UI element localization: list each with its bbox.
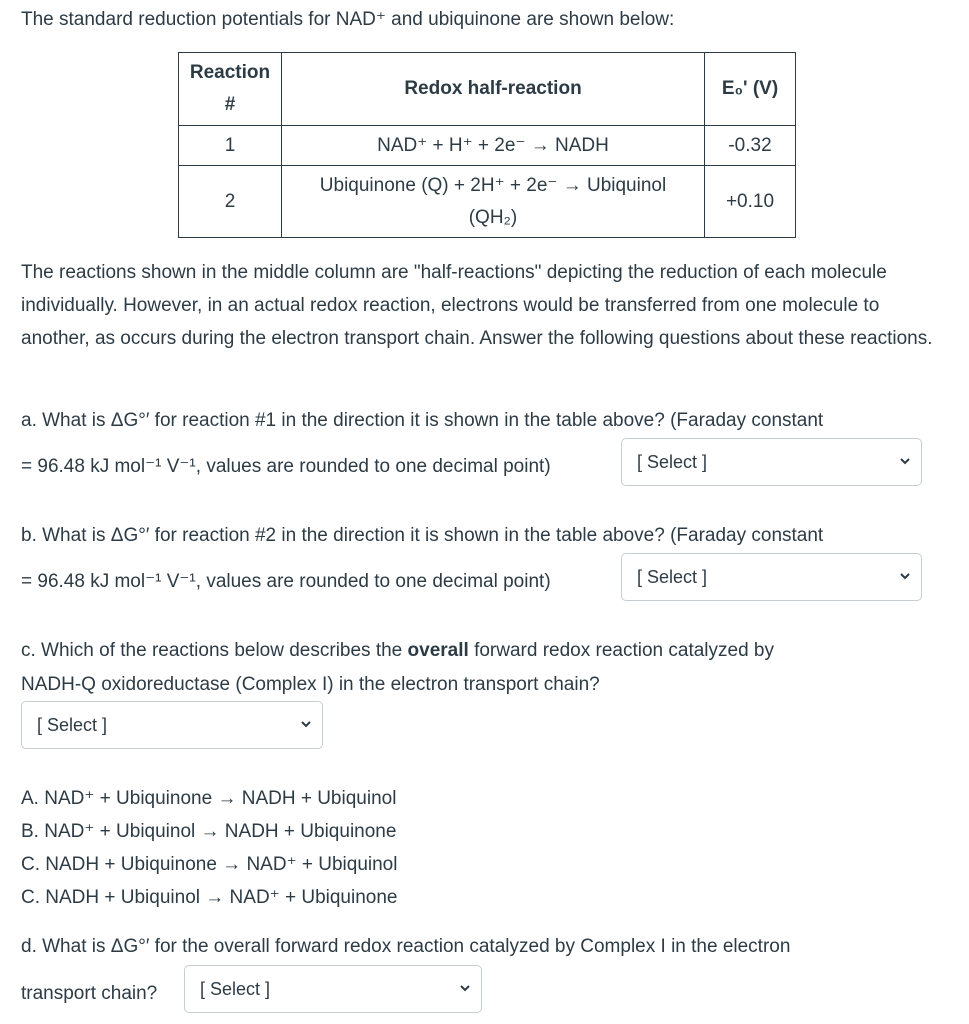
option-c: C. NADH + Ubiquinone → NAD⁺ + Ubiquinol [21,854,398,875]
row-1-e0: -0.32 [705,126,796,166]
chevron-down-icon [899,570,911,582]
question-b-line2: = 96.48 kJ mol⁻¹ V⁻¹, values are rounded to one decimal point) [21,571,551,592]
row-1-reaction: NAD⁺ + H⁺ + 2e⁻ → NADH [282,126,705,166]
question-b-select-value: [ Select ] [637,567,708,587]
question-c-line2: NADH-Q oxidoreductase (Complex I) in the electron transport chain? [21,674,600,695]
question-d-select-value: [ Select ] [200,979,271,999]
header-hash-label: # [224,94,236,115]
question-d-line2: transport chain? [21,983,158,1004]
header-half-reaction: Redox half-reaction [282,53,705,126]
table-header-row [179,53,796,126]
question-b-line1: b. What is ΔG°′ for reaction #2 in the direction it is shown in the table above? (Faraday constant [21,525,824,546]
row-2-reaction-line1: Ubiquinone (Q) + 2H⁺ + 2e⁻ → Ubiquinol [319,174,667,196]
header-e0: E₀' (V) [705,53,796,126]
question-a-line2: = 96.48 kJ mol⁻¹ V⁻¹, values are rounded to one decimal point) [21,456,551,477]
question-c-bold: overall [407,640,469,661]
row-1-number: 1 [179,126,282,166]
row-2-reaction [282,166,705,238]
explanation-paragraph: The reactions shown in the middle column are "half-reactions" depicting the reduction of each molecule individually. However, in an actual redox reaction, electrons would be transferred from one molecule to another, as occurs during the electron transport chain. Answer the following questions about these reactions. [21,262,933,349]
option-a: A. NAD⁺ + Ubiquinone → NADH + Ubiquinol [21,788,397,809]
header-reaction-label: Reaction [189,62,271,83]
chevron-down-icon [899,455,911,467]
chevron-down-icon [459,982,471,994]
reduction-potential-table [178,52,796,238]
question-c-pre: c. Which of the reactions below describes the [21,640,408,661]
chevron-down-icon [300,718,312,730]
question-d-select[interactable] [184,965,482,1013]
table-row [179,126,796,166]
question-d-line1: d. What is ΔG°′ for the overall forward redox reaction catalyzed by Complex I in the electron [21,936,791,957]
row-2-reaction-line2: (QH₂) [468,206,518,228]
question-c-line1 [21,639,774,663]
table-row [179,166,796,238]
question-b-select[interactable] [621,553,922,601]
row-2-e0: +0.10 [705,166,796,238]
option-b: B. NAD⁺ + Ubiquinol → NADH + Ubiquinone [21,821,397,842]
question-c-select[interactable] [21,701,323,749]
question-a-line1: a. What is ΔG°′ for reaction #1 in the direction it is shown in the table above? (Faraday constant [21,410,824,431]
question-c-post: forward redox reaction catalyzed by [468,640,775,661]
question-a-select[interactable] [621,438,922,486]
intro-text: The standard reduction potentials for NAD⁺ and ubiquinone are shown below: [21,9,675,30]
header-reaction-number [179,53,282,126]
option-c-second: C. NADH + Ubiquinol → NAD⁺ + Ubiquinone [21,887,398,908]
question-c-select-value: [ Select ] [37,715,108,735]
row-2-number: 2 [179,166,282,238]
question-a-select-value: [ Select ] [637,452,708,472]
